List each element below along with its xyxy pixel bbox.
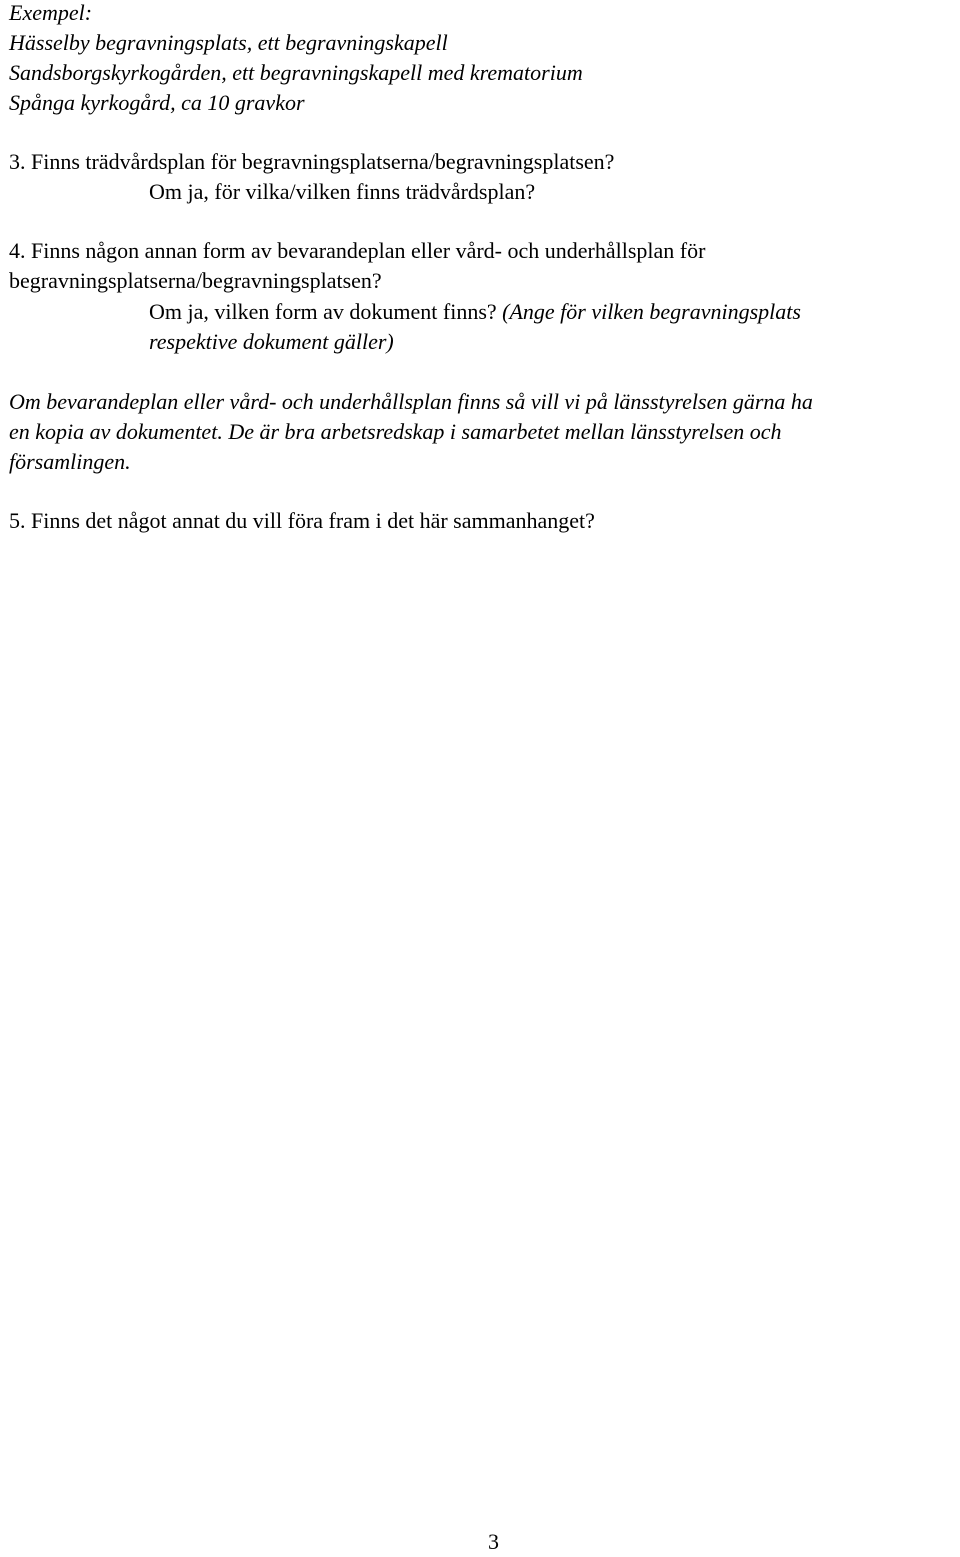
question-4-followup-note-2: respektive dokument gäller): [149, 329, 394, 354]
note-line-3: församlingen.: [9, 449, 131, 474]
example-item-sandsborg: Sandsborgskyrkogården, ett begravningskapell med krematorium: [9, 60, 583, 85]
question-3: 3. Finns trädvårdsplan för begravningsplatserna/begravningsplatsen?: [9, 149, 615, 174]
question-5: 5. Finns det något annat du vill föra fram i det här sammanhanget?: [9, 508, 595, 533]
page-number: 3: [488, 1529, 499, 1554]
example-heading: Exempel:: [9, 0, 93, 25]
example-item-hasselby: Hässelby begravningsplats, ett begravningskapell: [9, 30, 448, 55]
question-3-followup: Om ja, för vilka/vilken finns trädvårdsplan?: [149, 179, 536, 204]
note-line-2: en kopia av dokumentet. De är bra arbetsredskap i samarbetet mellan länsstyrelsen och: [9, 419, 782, 444]
question-4-followup-text: Om ja, vilken form av dokument finns?: [149, 299, 497, 324]
question-4-line-1: 4. Finns någon annan form av bevarandeplan eller vård- och underhållsplan för: [9, 238, 706, 263]
note-line-1: Om bevarandeplan eller vård- och underhållsplan finns så vill vi på länsstyrelsen gärna ha: [9, 389, 813, 414]
question-4-followup: [149, 297, 801, 327]
example-item-spanga: Spånga kyrkogård, ca 10 gravkor: [9, 90, 305, 115]
question-4-line-2: begravningsplatserna/begravningsplatsen?: [9, 268, 382, 293]
question-4-followup-note: (Ange för vilken begravningsplats: [502, 299, 801, 324]
